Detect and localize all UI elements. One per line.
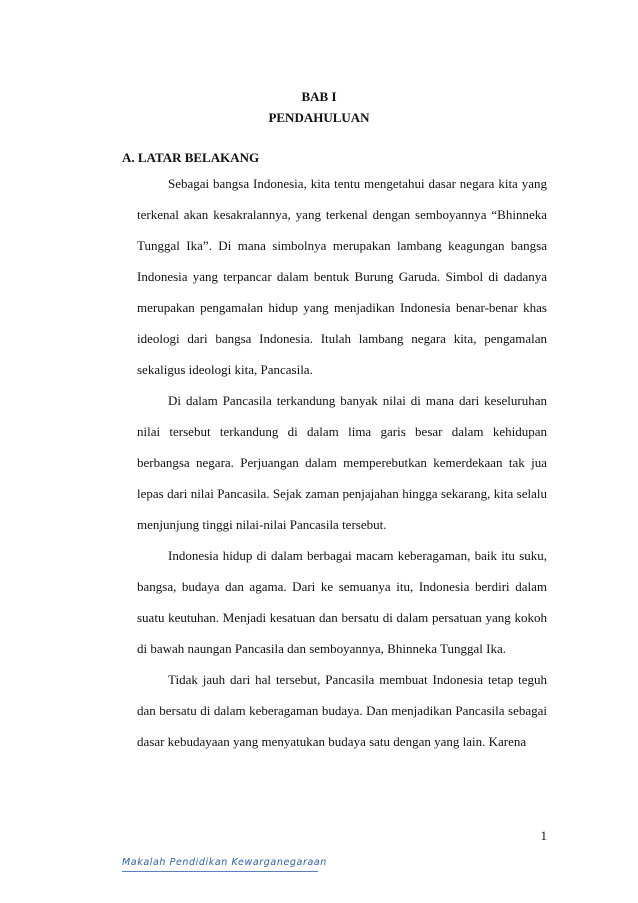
page-number: 1 [540,828,547,843]
paragraph-3: Indonesia hidup di dalam berbagai macam keberagaman, baik itu suku, bangsa, budaya dan agama. Dari ke semuanya itu, Indonesia berdiri dalam suatu keutuhan. Menjadi kesatuan dan bersatu di dalam persatuan yang kokoh di bawah naungan Pancasila dan semboyannya, Bhinneka Tunggal Ika. [137,548,547,656]
body-text [137,168,547,757]
chapter-title: PENDAHULUAN [268,110,370,125]
paragraph-2: Di dalam Pancasila terkandung banyak nilai di mana dari keseluruhan nilai tersebut terkandung di dalam lima garis besar dalam kehidupan berbangsa negara. Perjuangan dalam memperebutkan kemerdekaan tak jua lepas dari nilai Pancasila. Sejak zaman penjajahan hingga sekarang, kita selalu menjunjung tinggi nilai-nilai Pancasila tersebut. [137,393,547,532]
paragraph-1: Sebagai bangsa Indonesia, kita tentu mengetahui dasar negara kita yang terkenal akan kesakralannya, yang terkenal dengan semboyannya “Bhinneka Tunggal Ika”. Di mana simbolnya merupakan lambang keagungan bangsa Indonesia yang terpancar dalam bentuk Burung Garuda. Simbol di dadanya merupakan pengamalan hidup yang menjadikan Indonesia benar-benar khas ideologi dari bangsa Indonesia. Itulah lambang negara kita, pengamalan sekaligus ideologi kita, Pancasila. [137,176,547,377]
footer-caption: Makalah Pendidikan Kewarganegaraan [122,857,327,868]
chapter-number: BAB I [301,89,337,104]
section-heading: A. LATAR BELAKANG [122,150,260,165]
paragraph-4: Tidak jauh dari hal tersebut, Pancasila membuat Indonesia tetap teguh dan bersatu di dalam keberagaman budaya. Dan menjadikan Pancasila sebagai dasar kebudayaan yang menyatukan budaya satu dengan yang lain. Karena [137,672,547,749]
footer-rule [122,871,318,872]
